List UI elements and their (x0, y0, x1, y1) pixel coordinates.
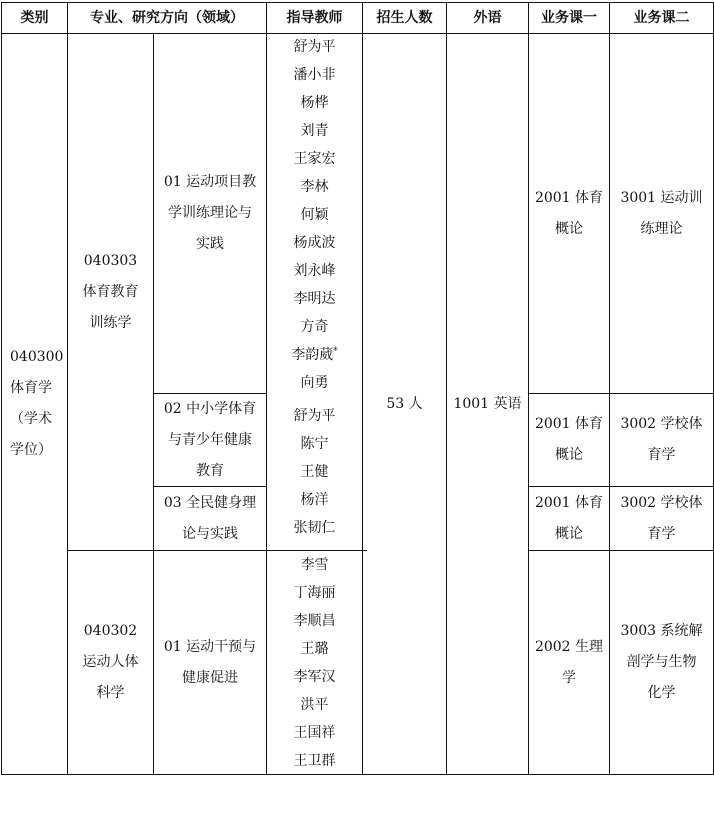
advisor-mark: * (333, 345, 338, 356)
advisor-name: 李军汉 (293, 668, 336, 685)
advisor-name: 杨成波 (293, 234, 336, 251)
advisor-name: 陈宁 (300, 436, 329, 452)
course-line: 3001 运动训 (620, 189, 703, 206)
course1-cell (529, 34, 609, 393)
advisor-name: 张韧仁 (293, 520, 336, 536)
direction-line: 01 运动干预与 (163, 638, 257, 655)
advisor-name: 王卫群 (293, 752, 336, 769)
course2-cell (610, 551, 713, 774)
course-line: 2001 体育 (534, 189, 604, 206)
course-line: 概论 (555, 447, 583, 463)
direction-line: 01 运动项目教 (163, 174, 257, 190)
advisor-name: 舒为平 (293, 408, 336, 424)
category-cell (2, 34, 67, 774)
advisor-name: 洪平 (300, 696, 329, 713)
direction-cell (154, 487, 266, 550)
advisor-name-marked: 李韵葳* (291, 345, 338, 363)
course-line: 2001 体育 (534, 494, 604, 511)
course-line: 3002 学校体 (620, 494, 703, 511)
direction-line: 教育 (196, 462, 224, 479)
header-course1: 业务课一 (541, 10, 597, 26)
category-name: 体育学 (10, 380, 52, 396)
direction-line: 实践 (196, 236, 224, 252)
advisor-list (267, 394, 362, 550)
header-language: 外语 (473, 10, 502, 26)
major-name-2: 科学 (96, 685, 125, 701)
major-cell (68, 34, 153, 550)
advisor-name: 王国祥 (293, 724, 336, 741)
course-line: 练理论 (640, 220, 683, 237)
advisor-name: 王健 (300, 464, 329, 480)
header-advisors: 指导教师 (286, 10, 343, 26)
advisor-name: 李雪 (300, 556, 329, 573)
course1-cell (529, 551, 609, 774)
course-line: 3003 系统解 (620, 623, 703, 639)
major-cell (68, 551, 153, 774)
direction-line: 论与实践 (182, 525, 238, 542)
advisor-name: 舒为平 (293, 38, 336, 55)
course-line: 育学 (647, 525, 676, 542)
direction-line: 03 全民健身理 (163, 494, 257, 511)
advisor-name: 王璐 (300, 640, 329, 657)
course-line: 育学 (647, 447, 676, 463)
header-major: 专业、研究方向（领域） (90, 10, 244, 26)
advisor-name: 刘青 (300, 122, 329, 139)
course-line: 学 (562, 669, 576, 686)
enrollment-cell: 53 人 (386, 395, 423, 412)
direction-line: 学训练理论与 (168, 205, 252, 221)
advisor-name: 刘永峰 (293, 262, 336, 279)
advisor-name: 何颖 (300, 206, 329, 223)
advisor-name: 向勇 (300, 374, 329, 391)
advisor-name: 李林 (300, 178, 329, 195)
direction-line: 02 中小学体育 (163, 400, 257, 417)
advisor-name: 李顺昌 (293, 612, 336, 629)
direction-line: 与青少年健康 (168, 431, 252, 448)
course1-cell (529, 487, 609, 550)
advisor-name: 李明达 (293, 290, 336, 307)
header-enrollment: 招生人数 (376, 10, 433, 26)
direction-cell (154, 551, 266, 774)
course-line: 2002 生理 (534, 638, 604, 655)
category-type: （学术 (10, 411, 52, 427)
major-name: 体育教育 (82, 283, 139, 300)
course-line: 剖学与生物 (626, 654, 697, 670)
header-course2: 业务课二 (633, 10, 690, 26)
course-line: 2001 体育 (534, 416, 604, 432)
major-name-2: 训练学 (89, 314, 132, 331)
major-code: 040303 (83, 252, 138, 269)
direction-line: 健康促进 (182, 669, 238, 686)
course2-cell (610, 34, 713, 393)
direction-cell (154, 34, 266, 393)
header-category: 类别 (20, 10, 49, 26)
language-cell: 1001 英语 (453, 395, 522, 412)
advisor-name: 王家宏 (293, 150, 336, 167)
advisor-name: 丁海丽 (293, 584, 336, 601)
advisor-name: 杨洋 (300, 492, 329, 508)
course-line: 3002 学校体 (620, 416, 703, 432)
course2-cell (610, 487, 713, 550)
direction-cell (154, 394, 266, 486)
advisor-name: 杨桦 (300, 94, 329, 111)
course2-cell (610, 394, 713, 486)
table-bottom-border (1, 774, 713, 775)
category-type-2: 学位） (10, 442, 52, 458)
advisor-list (267, 36, 362, 393)
advisor-name: 潘小非 (293, 66, 336, 83)
course-line: 概论 (555, 220, 583, 237)
advisor-name: 方奇 (300, 318, 329, 335)
major-code: 040302 (83, 623, 138, 639)
course-line: 概论 (555, 525, 583, 542)
course1-cell (529, 394, 609, 486)
course-line: 化学 (647, 685, 676, 701)
category-code: 040300 (10, 349, 64, 365)
major-name: 运动人体 (82, 654, 139, 670)
advisor-list (267, 551, 362, 774)
